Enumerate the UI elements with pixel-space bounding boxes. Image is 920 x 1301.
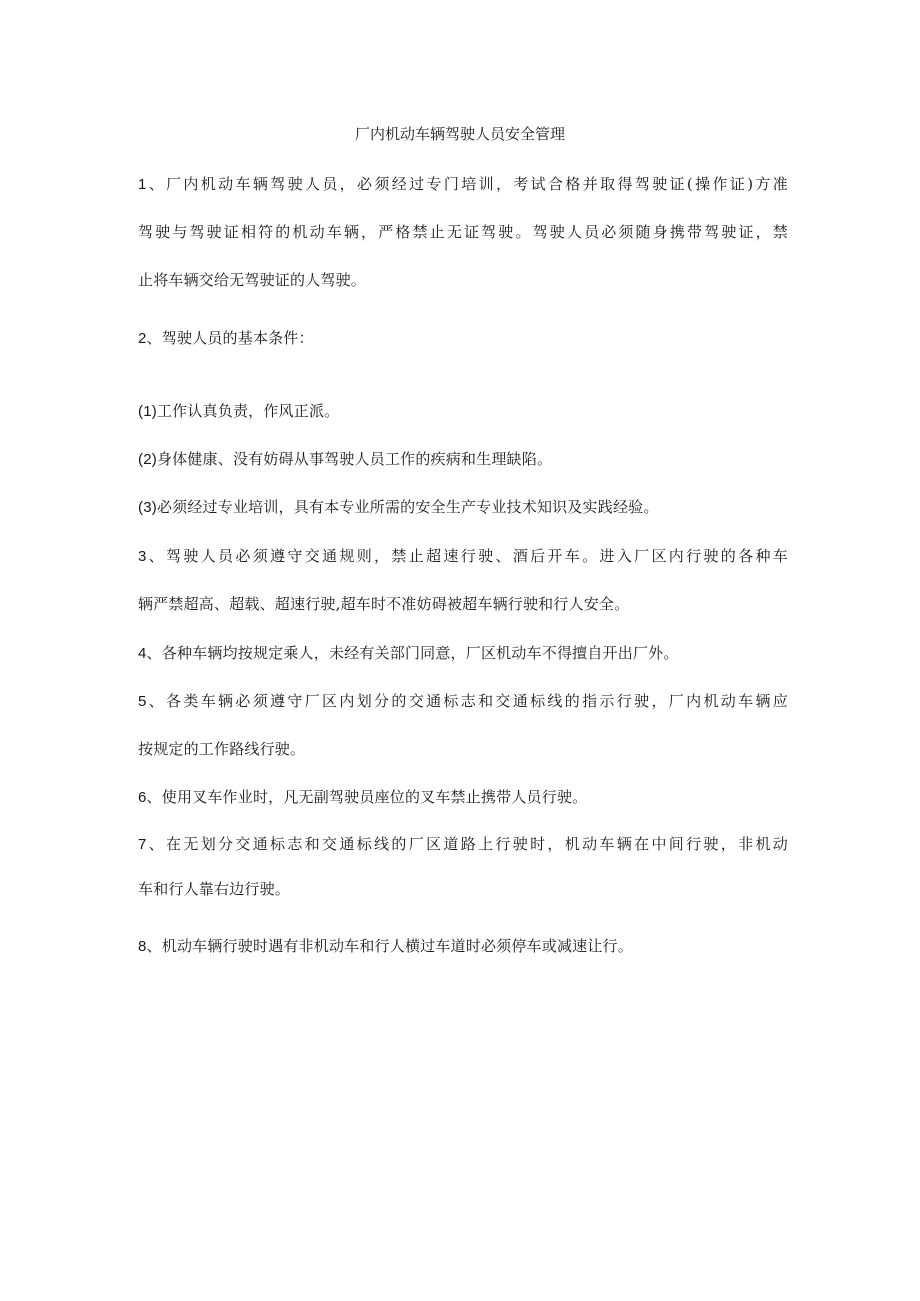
item-text: 按规定的工作路线行驶。 [138, 740, 306, 758]
item-number: 3 [138, 548, 147, 565]
item-text: 、厂内机动车辆驾驶人员，必须经过专门培训，考试合格并取得驾驶证(操作证)方准 [146, 175, 788, 193]
item-number: (3) [138, 499, 157, 516]
item-number: 4 [138, 645, 147, 662]
item-6-line-1 [138, 787, 788, 808]
item-number: 2 [138, 330, 147, 347]
item-4-line-1 [138, 643, 788, 664]
item-number: 8 [138, 938, 147, 955]
item-7-line-1 [138, 834, 788, 855]
item-text: 、机动车辆行驶时遇有非机动车和行人横过车道时必须停车或减速让行。 [146, 937, 633, 955]
item-number: (2) [138, 451, 157, 468]
item-7-line-2 [138, 879, 788, 899]
document-title: 厂内机动车辆驾驶人员安全管理 [354, 125, 565, 143]
item-text: 、使用叉车作业时，凡无副驾驶员座位的叉车禁止携带人员行驶。 [146, 788, 588, 806]
item-5-line-1 [138, 691, 788, 712]
item-2-line-1 [138, 328, 788, 349]
item-text: 、驾驶人员必须遵守交通规则，禁止超速行驶、酒后开车。进入厂区内行驶的各种车 [146, 547, 788, 565]
item-number: 1 [138, 176, 147, 193]
item-1-line-3 [138, 270, 788, 290]
subitem-1 [138, 401, 788, 422]
item-text: 止将车辆交给无驾驶证的人驾驶。 [138, 271, 367, 289]
item-text: 车和行人靠右边行驶。 [138, 880, 291, 898]
item-text: 工作认真负责，作风正派。 [156, 402, 340, 420]
item-text: 身体健康、没有妨碍从事驾驶人员工作的疾病和生理缺陷。 [156, 450, 553, 468]
item-5-line-2 [138, 739, 788, 759]
item-text: 必须经过专业培训，具有本专业所需的安全生产专业技术知识及实践经验。 [156, 498, 659, 516]
item-text: 辆严禁超高、超载、超速行驶,超车时不准妨碍被超车辆行驶和行人安全。 [138, 595, 630, 613]
item-number: 6 [138, 789, 147, 806]
item-text: 驾驶与驾驶证相符的机动车辆，严格禁止无证驾驶。驾驶人员必须随身携带驾驶证，禁 [138, 223, 788, 241]
item-text: 、在无划分交通标志和交通标线的厂区道路上行驶时，机动车辆在中间行驶，非机动 [146, 835, 788, 853]
item-3-line-1 [138, 546, 788, 567]
item-text: 、各种车辆均按规定乘人，未经有关部门同意，厂区机动车不得擅自开出厂外。 [146, 644, 679, 662]
item-number: 5 [138, 693, 147, 710]
item-text: 、各类车辆必须遵守厂区内划分的交通标志和交通标线的指示行驶，厂内机动车辆应 [146, 692, 788, 710]
subitem-2 [138, 449, 788, 470]
item-number: (1) [138, 403, 157, 420]
item-text: 、驾驶人员的基本条件： [146, 329, 314, 347]
item-3-line-2 [138, 594, 788, 614]
item-number: 7 [138, 836, 147, 853]
subitem-3 [138, 497, 788, 518]
item-8-line-1 [138, 936, 788, 957]
item-1-line-1 [138, 174, 788, 195]
item-1-line-2 [138, 222, 788, 242]
